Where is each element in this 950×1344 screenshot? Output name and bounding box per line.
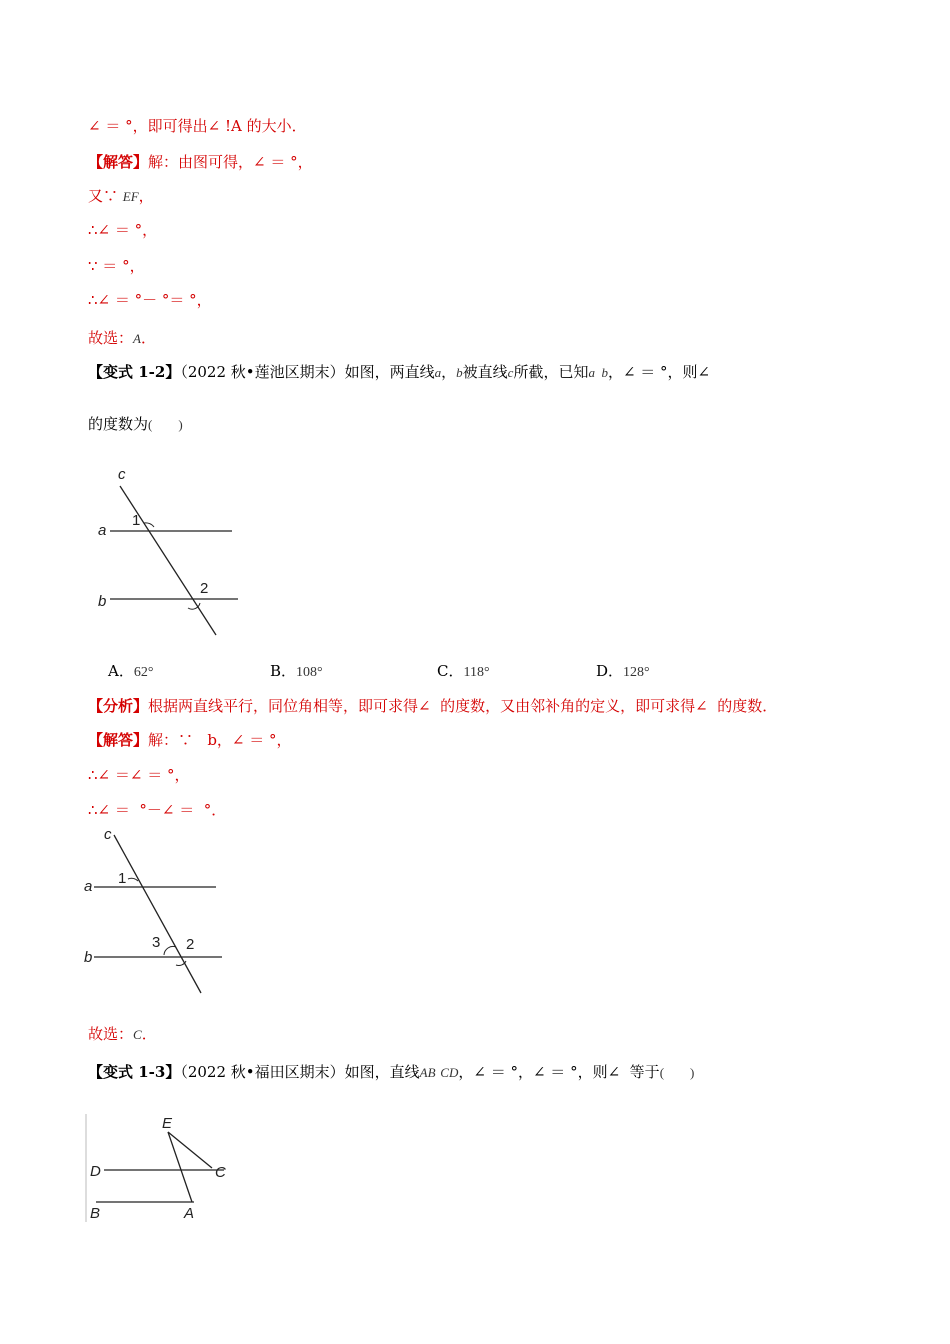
option-c[interactable] xyxy=(437,660,490,681)
label-3: 3 xyxy=(152,934,161,951)
analysis-tag: 【分析】 xyxy=(88,697,149,715)
math-answer: A xyxy=(133,331,141,346)
solution-line-2 xyxy=(88,152,313,172)
text: ． xyxy=(141,1025,157,1043)
analysis xyxy=(88,696,777,716)
answer-tag: 【解答】 xyxy=(88,731,149,749)
option-d[interactable] xyxy=(596,660,650,681)
text: ， xyxy=(138,187,154,205)
answer-1-2-line-3: ∴∠ ＝ °－∠ ＝ °． xyxy=(88,801,227,819)
option-letter: C． xyxy=(437,662,464,680)
option-letter: B． xyxy=(270,662,297,680)
label-1: 1 xyxy=(118,870,127,887)
option-value: 118° xyxy=(463,665,490,680)
text: 所截，已知 xyxy=(513,363,589,381)
math-a-parallel-b: a b xyxy=(588,365,608,380)
text: ，∠ ＝ °，∠ ＝ °，则∠ 等于 xyxy=(458,1063,660,1081)
option-letter: D． xyxy=(596,662,624,680)
label-b: b xyxy=(84,949,93,966)
math-ef: EF xyxy=(122,189,139,204)
solution-line-3 xyxy=(88,186,154,207)
solution-line-6: ∴∠ ＝ °－ °＝ °， xyxy=(88,291,212,309)
text: ，∠ ＝ °，则∠ xyxy=(607,363,711,381)
text: 被直线 xyxy=(462,363,508,381)
choice-line-1-2 xyxy=(88,1024,157,1045)
label-b: b xyxy=(98,593,107,610)
option-value: 62° xyxy=(133,665,154,680)
label-2: 2 xyxy=(186,936,195,953)
math-ab: AB xyxy=(419,1065,436,1080)
text: 的度数为 xyxy=(88,415,149,433)
line-c xyxy=(114,835,201,993)
label-a: a xyxy=(84,878,93,895)
label-a: a xyxy=(98,522,107,539)
solution-line-5: ∵ ＝ °， xyxy=(88,257,145,275)
solution-line-4: ∴∠ ＝ °， xyxy=(88,221,158,239)
answer-tag: 【解答】 xyxy=(88,153,149,171)
figure-parallel-lines xyxy=(90,465,250,645)
figure-triangle-parallel xyxy=(84,1110,244,1225)
question-text: （2022 秋•莲池区期末）如图，两直线 xyxy=(180,363,435,381)
answer-text: 解：∵ b，∠ ＝ °， xyxy=(148,731,292,749)
analysis-text: 根据两直线平行，同位角相等，即可求得∠ 的度数，又由邻补角的定义，即可求得∠ 的度数． xyxy=(148,697,778,715)
label-A: A xyxy=(184,1205,195,1222)
angle-2-arc xyxy=(176,961,186,966)
question-tag: 【变式 1-2】 xyxy=(88,363,181,381)
option-value: 108° xyxy=(296,665,323,680)
figure-parallel-lines-angle-3 xyxy=(80,825,240,1000)
option-letter: A． xyxy=(108,662,134,680)
line-c xyxy=(120,486,216,635)
label-B: B xyxy=(90,1205,101,1222)
answer-blank: ( ) xyxy=(659,1065,695,1080)
question-1-3 xyxy=(88,1062,694,1083)
answer-text: 解：由图可得，∠ ＝ °， xyxy=(148,153,313,171)
text: 又∵ xyxy=(88,187,123,205)
answer-1-2-line-1 xyxy=(88,730,292,750)
label-C: C xyxy=(215,1164,226,1181)
label-E: E xyxy=(162,1115,173,1132)
choice-line xyxy=(88,328,156,349)
angle-1-arc xyxy=(128,878,138,881)
text: 故选： xyxy=(88,329,134,347)
label-1: 1 xyxy=(132,512,141,529)
label-c: c xyxy=(118,466,126,483)
option-value: 128° xyxy=(623,665,650,680)
math-c: c xyxy=(507,365,514,380)
text: ， xyxy=(441,363,457,381)
solution-line-1: ∠ ＝ °，即可得出∠ !A 的大小． xyxy=(88,117,307,135)
label-D: D xyxy=(90,1163,101,1180)
text: 故选： xyxy=(88,1025,134,1043)
math-a: a xyxy=(434,365,442,380)
answer-blank: ( ) xyxy=(148,417,183,432)
option-b[interactable] xyxy=(270,660,323,681)
math-b: b xyxy=(456,365,463,380)
math-answer: C xyxy=(133,1027,142,1042)
answer-1-2-line-2: ∴∠ ＝∠ ＝ °， xyxy=(88,766,190,784)
math-cd: CD xyxy=(440,1065,459,1080)
angle-3-arc xyxy=(164,946,176,955)
question-text: （2022 秋•福田区期末）如图，直线 xyxy=(180,1063,420,1081)
label-c: c xyxy=(104,826,112,843)
question-1-2-line-2 xyxy=(88,414,183,435)
question-1-2 xyxy=(88,362,710,383)
question-tag: 【变式 1-3】 xyxy=(88,1063,181,1081)
label-2: 2 xyxy=(200,580,209,597)
option-a[interactable] xyxy=(108,660,153,681)
text: ． xyxy=(140,329,156,347)
